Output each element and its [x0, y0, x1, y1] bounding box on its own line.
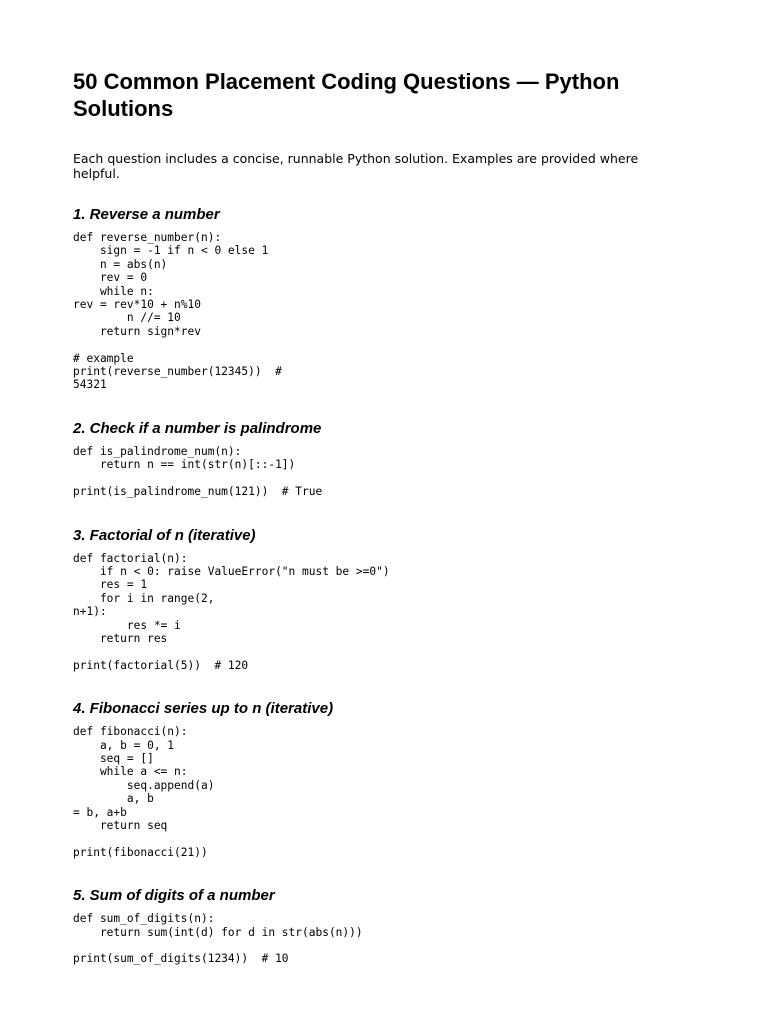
- code-block: def factorial(n): if n < 0: raise ValueError("n must be >=0") res = 1 for i in range(2, n+1): res *= i return res print(factorial(5)) # 120: [73, 551, 390, 672]
- question-title: 3. Factorial of n (iterative): [73, 526, 256, 544]
- code-block: def fibonacci(n): a, b = 0, 1 seq = [] while a <= n: seq.append(a) a, b = b, a+b return seq print(fibonacci(21)): [73, 725, 215, 859]
- question-title: 4. Fibonacci series up to n (iterative): [73, 700, 334, 718]
- code-block: def is_palindrome_num(n): return n == int(str(n)[::-1]) print(is_palindrome_num(121)) # True: [73, 444, 323, 499]
- intro-paragraph: Each question includes a concise, runnable Python solution. Examples are provided where helpful.: [73, 151, 639, 181]
- document-title: 50 Common Placement Coding Questions — Python Solutions: [73, 69, 620, 121]
- question-section: [73, 527, 673, 673]
- document-page: [73, 68, 673, 966]
- code-block: def reverse_number(n): sign = -1 if n < 0 else 1 n = abs(n) rev = 0 while n: rev = rev*10 + n%10 n //= 10 return sign*rev # example print(reverse_number(12345)) # 54321: [73, 231, 282, 392]
- question-title: 5. Sum of digits of a number: [73, 887, 275, 905]
- question-section: [73, 420, 673, 499]
- question-section: [73, 887, 673, 966]
- code-block: def sum_of_digits(n): return sum(int(d) for d in str(abs(n))) print(sum_of_digits(1234)) # 10: [73, 912, 363, 966]
- question-section: [73, 700, 673, 859]
- question-section: [73, 206, 673, 392]
- question-title: 1. Reverse a number: [73, 206, 220, 223]
- question-title: 2. Check if a number is palindrome: [73, 419, 322, 437]
